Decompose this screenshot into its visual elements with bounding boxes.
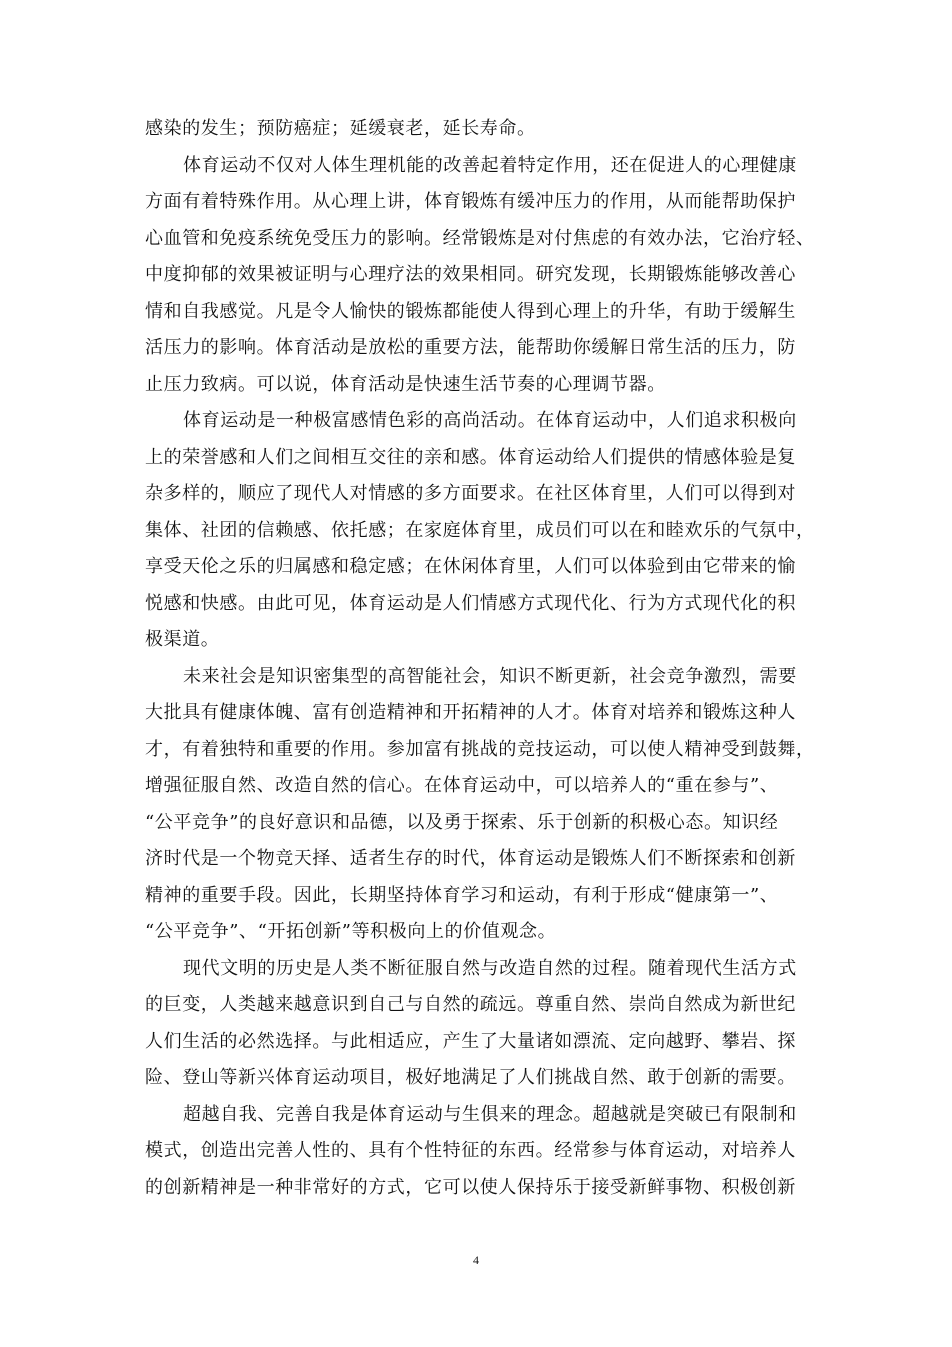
text-line: 增强征服自然、改造自然的信心。在体育运动中，可以培养人的“重在参与”、: [145, 775, 779, 796]
text-line: 活压力的影响。体育活动是放松的重要方法，能帮助你缓解日常生活的压力，防: [145, 337, 796, 358]
text-line: 才，有着独特和重要的作用。参加富有挑战的竞技运动，可以使人精神受到鼓舞，: [145, 738, 815, 760]
text-line: 体育运动是一种极富感情色彩的高尚活动。在体育运动中，人们追求积极向: [183, 410, 797, 431]
text-line: 方面有着特殊作用。从心理上讲，体育锻炼有缓冲压力的作用，从而能帮助保护: [145, 191, 796, 212]
text-line: 集体、社团的信赖感、依托感；在家庭体育里，成员们可以在和睦欢乐的气氛中，: [145, 519, 815, 541]
text-line: 模式，创造出完善人性的、具有个性特征的东西。经常参与体育运动，对培养人: [145, 1140, 796, 1161]
text-line: 情和自我感觉。凡是令人愉快的锻炼都能使人得到心理上的升华，有助于缓解生: [145, 300, 796, 322]
text-line: 体育运动不仅对人体生理机能的改善起着特定作用，还在促进人的心理健康: [183, 154, 797, 176]
text-line: 杂多样的，顺应了现代人对情感的多方面要求。在社区体育里，人们可以得到对: [145, 483, 796, 504]
text-line: “公平竞争”、“开拓创新”等积极向上的价值观念。: [145, 921, 557, 942]
text-line: 的创新精神是一种非常好的方式，它可以使人保持乐于接受新鲜事物、积极创新: [145, 1176, 796, 1198]
text-line: 精神的重要手段。因此，长期坚持体育学习和运动，有利于形成“健康第一”、: [145, 884, 779, 906]
text-line: 中度抑郁的效果被证明与心理疗法的效果相同。研究发现，长期锻炼能够改善心: [145, 264, 796, 285]
text-line: “公平竞争”的良好意识和品德，以及勇于探索、乐于创新的积极心态。知识经: [145, 811, 779, 833]
text-line: 现代文明的历史是人类不断征服自然与改造自然的过程。随着现代生活方式: [183, 957, 797, 979]
text-line: 济时代是一个物竞天择、适者生存的时代，体育运动是锻炼人们不断探索和创新: [145, 848, 796, 869]
text-line: 人们生活的必然选择。与此相适应，产生了大量诸如漂流、定向越野、攀岩、探: [145, 1030, 796, 1052]
page-number: 4: [473, 1253, 479, 1267]
text-line: 感染的发生；预防癌症；延缓衰老，延长寿命。: [145, 118, 536, 139]
text-line: 的巨变，人类越来越意识到自己与自然的疏远。尊重自然、崇尚自然成为新世纪: [145, 994, 796, 1015]
text-line: 上的荣誉感和人们之间相互交往的亲和感。体育运动给人们提供的情感体验是复: [145, 446, 796, 468]
text-line: 未来社会是知识密集型的高智能社会，知识不断更新，社会竞争激烈，需要: [183, 665, 797, 687]
text-line: 止压力致病。可以说，体育活动是快速生活节奏的心理调节器。: [145, 373, 666, 395]
text-line: 享受天伦之乐的归属感和稳定感；在休闲体育里，人们可以体验到由它带来的愉: [145, 556, 796, 577]
text-line: 悦感和快感。由此可见，体育运动是人们情感方式现代化、行为方式现代化的积: [145, 592, 796, 614]
body-text: [145, 111, 815, 1206]
text-line: 险、登山等新兴体育运动项目，极好地满足了人们挑战自然、敢于创新的需要。: [145, 1067, 796, 1088]
text-line: 超越自我、完善自我是体育运动与生俱来的理念。超越就是突破已有限制和: [183, 1103, 797, 1125]
text-line: 大批具有健康体魄、富有创造精神和开拓精神的人才。体育对培养和锻炼这种人: [145, 702, 796, 723]
text-line: 心血管和免疫系统免受压力的影响。经常锻炼是对付焦虑的有效办法，它治疗轻、: [145, 227, 815, 249]
text-line: 极渠道。: [145, 629, 220, 650]
